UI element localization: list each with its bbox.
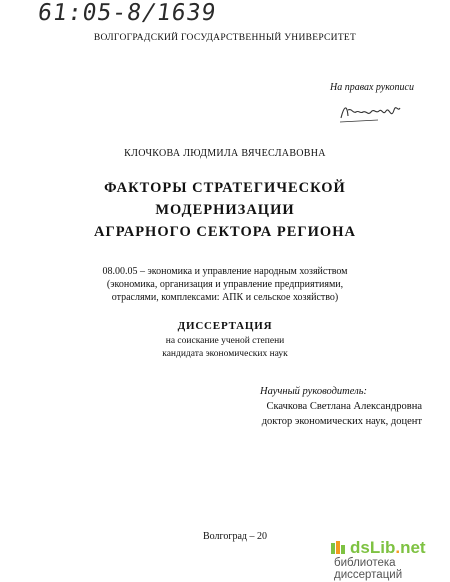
archive-stamp: 61:05-8/1639 (36, 0, 218, 26)
logo-tld: net (400, 538, 426, 557)
city-year: Волгоград – 20 (203, 531, 268, 542)
rights-note: На правах рукописи (330, 82, 414, 93)
dissertation-title-line-3: АГРАРНОГО СЕКТОРА РЕГИОНА (94, 224, 356, 240)
supervisor-label: Научный руководитель: (260, 386, 368, 397)
logo-dot: . (395, 538, 401, 557)
specialty-line-2: (экономика, организация и управление предприятиями, (106, 279, 344, 290)
supervisor-degree: доктор экономических наук, доцент (261, 416, 422, 427)
dslib-watermark-logo (350, 538, 426, 558)
degree-line-1: на соискание ученой степени (165, 336, 285, 346)
handwritten-signature (338, 98, 402, 126)
university-name: ВОЛГОГРАДСКИЙ ГОСУДАРСТВЕННЫЙ УНИВЕРСИТЕТ (93, 33, 357, 43)
author-name: КЛОЧКОВА ЛЮДМИЛА ВЯЧЕСЛАВОВНА (124, 148, 326, 159)
degree-line-2: кандидата экономических наук (162, 349, 288, 359)
document-type: ДИССЕРТАЦИЯ (177, 320, 273, 332)
dissertation-title-line-2: МОДЕРНИЗАЦИИ (155, 202, 295, 218)
specialty-line-3: отраслями, комплексами: АПК и сельское хозяйство) (111, 292, 339, 303)
supervisor-name: Скачкова Светлана Александровна (266, 401, 422, 412)
logo-main: dsLib (350, 538, 396, 557)
dslib-watermark-subtitle: библиотека диссертаций (334, 557, 403, 581)
dslib-logo-icon (330, 540, 346, 556)
dissertation-title-line-1: ФАКТОРЫ СТРАТЕГИЧЕСКОЙ (104, 180, 346, 196)
specialty-line-1: 08.00.05 – экономика и управление народным хозяйством (102, 266, 348, 277)
